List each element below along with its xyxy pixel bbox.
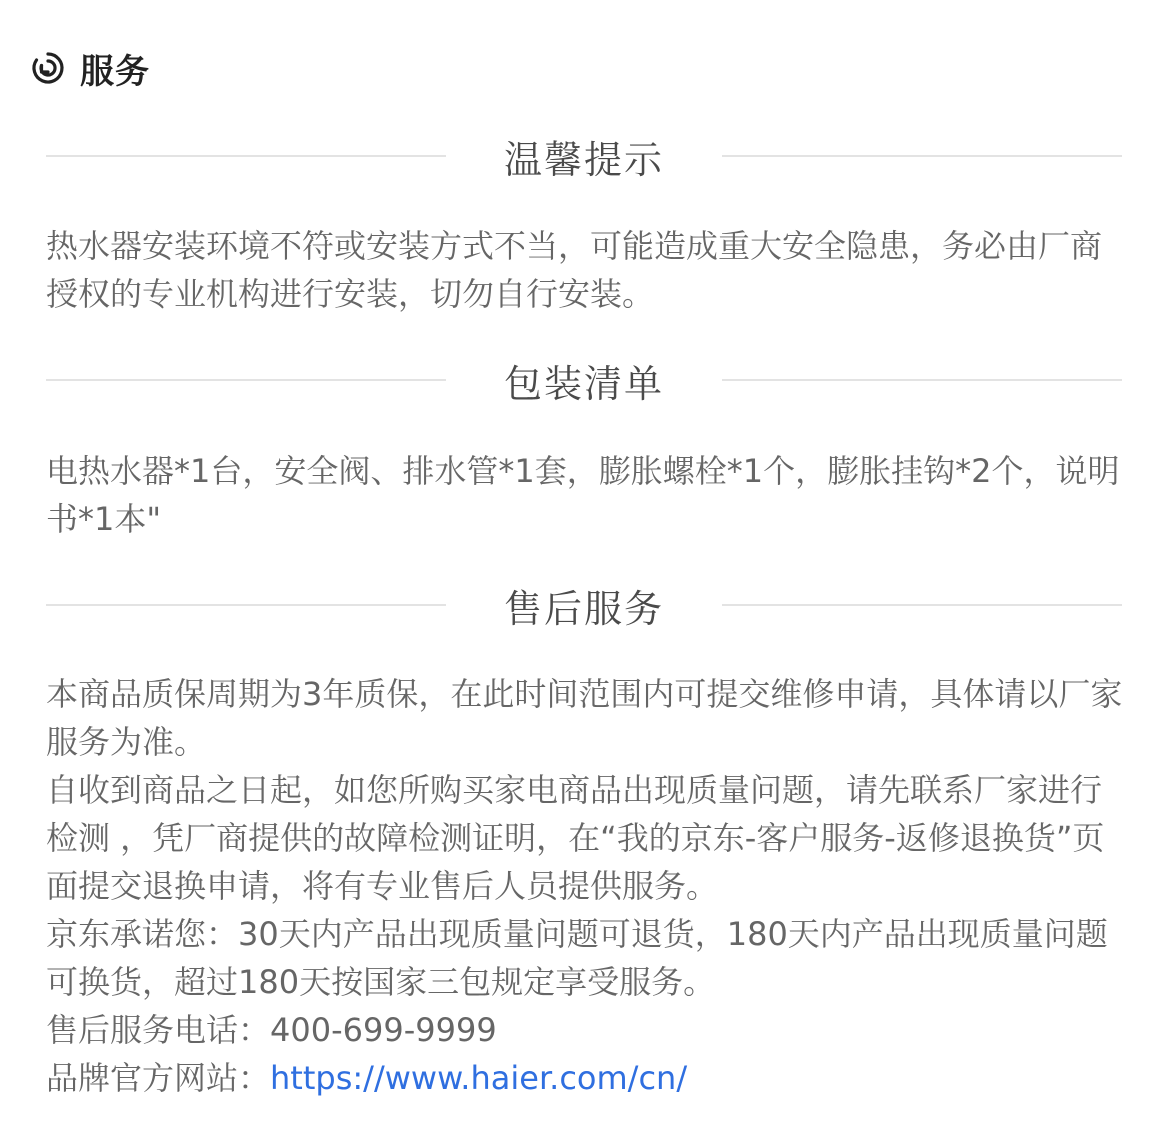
divider-left <box>46 155 446 157</box>
warranty-text: 本商品质保周期为3年质保，在此时间范围内可提交维修申请，具体请以厂家服务为准。 <box>46 675 1123 761</box>
promise-text: 京东承诺您：30天内产品出现质量问题可退货，180天内产品出现质量问题可换货，超过180天按国家三包规定享受服务。 <box>46 915 1108 1001</box>
section-header-package <box>46 352 1122 408</box>
section-title-aftersales: 售后服务 <box>503 586 664 631</box>
service-title: 服务 <box>80 51 150 92</box>
section-body-tips <box>46 222 1124 318</box>
service-refresh-icon <box>30 50 66 86</box>
service-phone-text: 售后服务电话：400-699-9999 <box>46 1011 497 1049</box>
divider-right <box>722 604 1122 606</box>
divider-right <box>722 379 1122 381</box>
divider-left <box>46 379 446 381</box>
section-body-package <box>46 447 1124 543</box>
section-title-package: 包装清单 <box>503 361 664 406</box>
divider-right <box>722 155 1122 157</box>
website-label: 品牌官方网站： <box>46 1059 271 1097</box>
section-body-aftersales <box>46 670 1124 1102</box>
website-row <box>46 1054 1124 1102</box>
package-list-text: 电热水器*1台，安全阀、排水管*1套，膨胀螺栓*1个，膨胀挂钩*2个，说明书*1本" <box>46 452 1120 538</box>
service-header <box>30 44 150 92</box>
section-header-tips <box>46 128 1122 184</box>
tips-text: 热水器安装环境不符或安装方式不当，可能造成重大安全隐患，务必由厂商授权的专业机构进行安装，切勿自行安装。 <box>46 227 1103 313</box>
section-header-aftersales <box>46 577 1122 633</box>
divider-left <box>46 604 446 606</box>
return-policy-text: 自收到商品之日起，如您所购买家电商品出现质量问题，请先联系厂家进行检测 ，凭厂商提供的故障检测证明，在“我的京东-客户服务-返修退换货”页面提交退换申请，将有专业售后人员提供服务。 <box>46 771 1105 905</box>
section-title-tips: 温馨提示 <box>503 137 664 182</box>
website-link[interactable]: https://www.haier.com/cn/ <box>270 1059 688 1097</box>
